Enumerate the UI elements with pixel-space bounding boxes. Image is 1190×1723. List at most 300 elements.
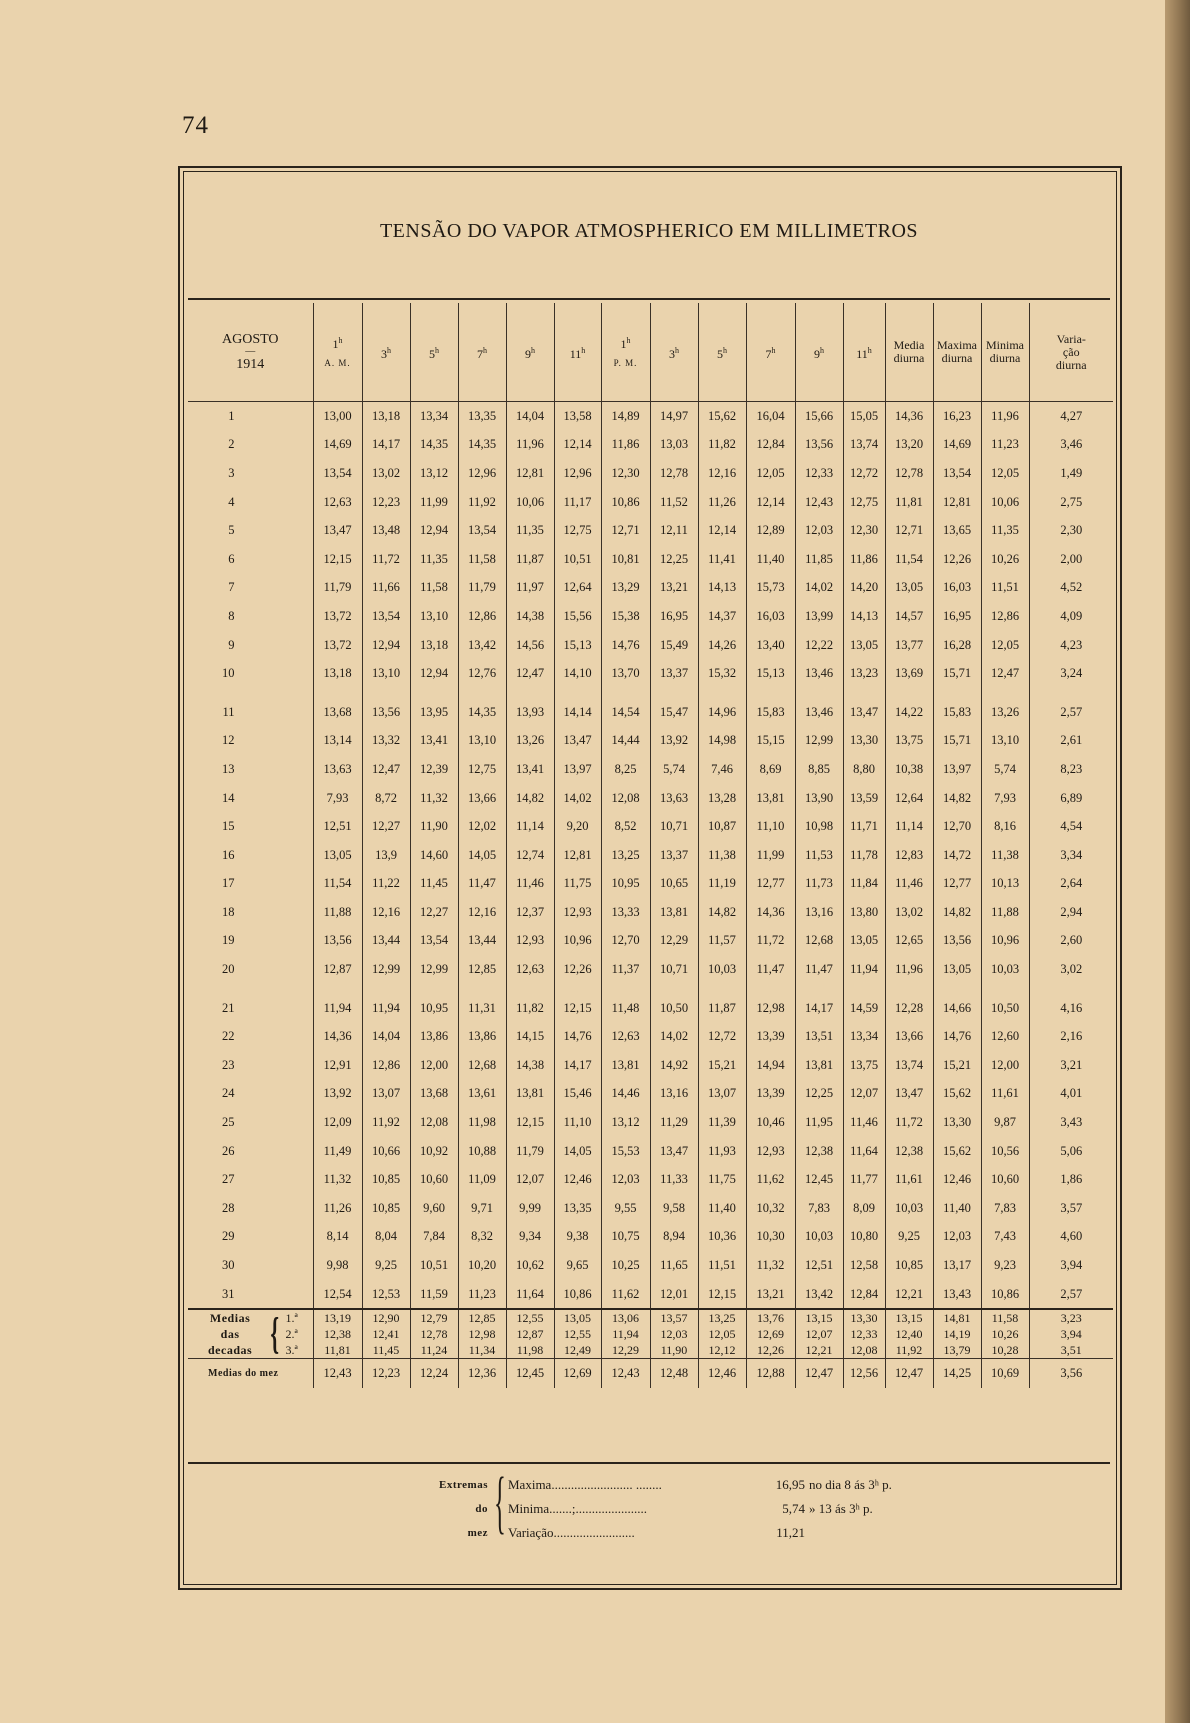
value-cell: 15,49: [650, 631, 698, 660]
value-cell: 15,13: [746, 659, 795, 688]
value-cell: 3,46: [1029, 431, 1113, 460]
decade-value: 11,94: [612, 1327, 639, 1342]
value-cell: 13,74: [843, 431, 885, 460]
value-cell: 13,92: [313, 1080, 362, 1109]
hour-sup: h: [723, 345, 727, 355]
spacer-cell: [843, 688, 885, 698]
value-cell: 13,18: [362, 402, 410, 431]
value-cell: 13,00: [313, 402, 362, 431]
spacer-cell: [506, 984, 554, 994]
extreme-when: no dia 8 ás 3ʰ p.: [809, 1477, 892, 1492]
value-cell: 11,99: [746, 841, 795, 870]
day-number: 11: [222, 704, 235, 719]
value-cell: 10,86: [601, 488, 650, 517]
day-number: 17: [222, 876, 235, 891]
value-cell: 2,64: [1029, 870, 1113, 899]
value-cell: 11,23: [458, 1280, 506, 1310]
value-cell: 12,85: [458, 955, 506, 984]
value-cell: 10,80: [843, 1223, 885, 1252]
value-cell: 9,25: [885, 1223, 933, 1252]
value-cell: 12,47: [362, 755, 410, 784]
decade-value: 12,78: [420, 1327, 448, 1342]
value-cell: 13,16: [650, 1080, 698, 1109]
extremes-brace: {: [494, 1464, 506, 1541]
value-cell: 11,54: [885, 545, 933, 574]
day-number: 3: [228, 465, 235, 480]
value-cell: 11,92: [362, 1108, 410, 1137]
value-cell: 13,56: [933, 927, 981, 956]
value-cell: 11,47: [746, 955, 795, 984]
value-cell: 12,03: [601, 1165, 650, 1194]
value-cell: 13,68: [410, 1080, 458, 1109]
spacer-cell: [885, 688, 933, 698]
value-cell: 12,22: [795, 631, 843, 660]
decade-means-label: [188, 1309, 313, 1359]
value-cell: 12,68: [458, 1051, 506, 1080]
value-cell: 12,25: [650, 545, 698, 574]
value-cell: 13,43: [933, 1280, 981, 1310]
value-cell: 11,38: [698, 841, 746, 870]
decade-values-cell: [362, 1309, 410, 1359]
value-cell: 12,75: [843, 488, 885, 517]
value-cell: 10,50: [650, 994, 698, 1023]
value-cell: 2,57: [1029, 698, 1113, 727]
value-cell: 14,94: [746, 1051, 795, 1080]
value-cell: 13,37: [650, 841, 698, 870]
day-row: [188, 698, 1113, 727]
value-cell: 13,03: [650, 431, 698, 460]
value-cell: 16,23: [933, 402, 981, 431]
value-cell: 12,39: [410, 755, 458, 784]
spacer-cell: [458, 688, 506, 698]
value-cell: 11,98: [458, 1108, 506, 1137]
value-cell: 12,99: [410, 955, 458, 984]
day-row: [188, 574, 1113, 603]
value-cell: 15,15: [746, 727, 795, 756]
value-cell: 11,71: [843, 812, 885, 841]
value-cell: 14,13: [698, 574, 746, 603]
value-cell: 12,05: [981, 631, 1029, 660]
value-cell: 10,86: [554, 1280, 601, 1310]
value-cell: 13,14: [313, 727, 362, 756]
day-number: 9: [228, 637, 235, 652]
decade-value: 12,85: [468, 1311, 496, 1326]
value-cell: 13,10: [410, 602, 458, 631]
decade-value: 12,98: [468, 1327, 496, 1342]
value-cell: 11,19: [698, 870, 746, 899]
extreme-value: 11,21: [776, 1525, 805, 1540]
value-cell: 13,93: [506, 698, 554, 727]
month-mean-value: 12,46: [698, 1359, 746, 1388]
value-cell: 13,95: [410, 698, 458, 727]
value-cell: 14,72: [933, 841, 981, 870]
day-row: [188, 1108, 1113, 1137]
value-cell: 13,30: [933, 1108, 981, 1137]
day-number: 4: [228, 494, 235, 509]
extremes-lines: [508, 1473, 1008, 1545]
value-cell: 11,87: [506, 545, 554, 574]
value-cell: 15,38: [601, 602, 650, 631]
hour-header: [843, 303, 885, 402]
value-cell: 12,25: [795, 1080, 843, 1109]
decade-value: 13,15: [805, 1311, 833, 1326]
decade-values-cell: [554, 1309, 601, 1359]
spacer-cell: [933, 984, 981, 994]
value-cell: 13,18: [313, 659, 362, 688]
day-number: 2: [228, 437, 235, 452]
value-cell: 11,51: [698, 1251, 746, 1280]
value-cell: 10,51: [554, 545, 601, 574]
decade-values-cell: [410, 1309, 458, 1359]
vapor-tension-table: [188, 303, 1113, 1388]
decade-values-cell: [746, 1309, 795, 1359]
value-cell: 4,01: [1029, 1080, 1113, 1109]
value-cell: 15,73: [746, 574, 795, 603]
value-cell: 7,46: [698, 755, 746, 784]
value-cell: 13,07: [698, 1080, 746, 1109]
value-cell: 2,00: [1029, 545, 1113, 574]
table-title: TENSÃO DO VAPOR ATMOSPHERICO EM MILLIMETROS: [379, 220, 919, 242]
decade-ordinal: 1.ª: [285, 1311, 298, 1326]
value-cell: 12,99: [795, 727, 843, 756]
value-cell: 8,25: [601, 755, 650, 784]
hour-label: 3: [669, 346, 675, 361]
hour-sup: h: [867, 345, 872, 355]
value-cell: 13,47: [313, 516, 362, 545]
value-cell: 12,16: [458, 898, 506, 927]
value-cell: 13,54: [362, 602, 410, 631]
day-row: [188, 631, 1113, 660]
value-cell: 11,35: [410, 545, 458, 574]
value-cell: 10,86: [981, 1280, 1029, 1310]
decade-value: 3,51: [1060, 1343, 1082, 1358]
decade-value: 3,94: [1060, 1327, 1082, 1342]
value-cell: 14,15: [506, 1022, 554, 1051]
value-cell: 13,81: [746, 784, 795, 813]
spacer-cell: [362, 984, 410, 994]
value-cell: 14,82: [933, 784, 981, 813]
decade-value: 12,40: [895, 1327, 923, 1342]
day-row: [188, 898, 1113, 927]
day-number: 10: [222, 666, 235, 681]
value-cell: 13,54: [458, 516, 506, 545]
value-cell: 11,88: [981, 898, 1029, 927]
value-cell: 10,60: [410, 1165, 458, 1194]
day-row: [188, 1080, 1113, 1109]
value-cell: 14,17: [795, 994, 843, 1023]
spacer-cell: [1029, 984, 1113, 994]
decade-ordinal: 3.ª: [285, 1343, 298, 1358]
value-cell: 11,64: [843, 1137, 885, 1166]
value-cell: 13,54: [933, 459, 981, 488]
value-cell: 13,75: [885, 727, 933, 756]
value-cell: 9,99: [506, 1194, 554, 1223]
decade-value: 11,92: [895, 1343, 923, 1358]
value-cell: 12,14: [698, 516, 746, 545]
value-cell: 11,32: [746, 1251, 795, 1280]
decade-value: 11,90: [660, 1343, 688, 1358]
decade-values-cell: [458, 1309, 506, 1359]
value-cell: 12,08: [410, 1108, 458, 1137]
value-cell: 12,33: [795, 459, 843, 488]
value-cell: 12,63: [506, 955, 554, 984]
spacer-cell: [698, 984, 746, 994]
value-cell: 7,93: [313, 784, 362, 813]
value-cell: 7,43: [981, 1223, 1029, 1252]
value-cell: 4,54: [1029, 812, 1113, 841]
value-cell: 12,27: [410, 898, 458, 927]
value-cell: 13,16: [795, 898, 843, 927]
stat-header-line: Media: [893, 338, 925, 352]
value-cell: 11,35: [981, 516, 1029, 545]
stat-header-line: diurna: [893, 351, 925, 365]
value-cell: 13,54: [410, 927, 458, 956]
value-cell: 12,02: [458, 812, 506, 841]
value-cell: 12,70: [933, 812, 981, 841]
value-cell: 8,80: [843, 755, 885, 784]
hour-label: 5: [429, 346, 435, 361]
value-cell: 15,71: [933, 659, 981, 688]
decade-values-cell: [1029, 1309, 1113, 1359]
value-cell: 9,58: [650, 1194, 698, 1223]
spacer-cell: [313, 688, 362, 698]
value-cell: 14,38: [506, 1051, 554, 1080]
value-cell: 13,46: [795, 659, 843, 688]
value-cell: 12,07: [506, 1165, 554, 1194]
value-cell: 14,10: [554, 659, 601, 688]
value-cell: 14,22: [885, 698, 933, 727]
decade-value: 10,26: [991, 1327, 1019, 1342]
value-cell: 14,13: [843, 602, 885, 631]
value-cell: 11,85: [795, 545, 843, 574]
day-number: 29: [222, 1229, 235, 1244]
value-cell: 11,57: [698, 927, 746, 956]
value-cell: 12,63: [601, 1022, 650, 1051]
value-cell: 13,26: [506, 727, 554, 756]
month-mean-value: 12,43: [313, 1359, 362, 1388]
hour-sup: h: [531, 345, 535, 355]
value-cell: 11,10: [746, 812, 795, 841]
extreme-value: 16,95: [775, 1477, 805, 1492]
value-cell: 12,00: [981, 1051, 1029, 1080]
value-cell: 14,97: [650, 402, 698, 431]
value-cell: 10,85: [885, 1251, 933, 1280]
value-cell: 9,98: [313, 1251, 362, 1280]
value-cell: 13,86: [410, 1022, 458, 1051]
extreme-minima: [508, 1497, 1008, 1521]
value-cell: 12,99: [362, 955, 410, 984]
value-cell: 12,93: [746, 1137, 795, 1166]
value-cell: 13,35: [554, 1194, 601, 1223]
hour-sup: h: [626, 336, 631, 345]
value-cell: 10,32: [746, 1194, 795, 1223]
day-number: 30: [222, 1258, 235, 1273]
hour-label: 5: [717, 346, 723, 361]
day-row: [188, 545, 1113, 574]
value-cell: 2,16: [1029, 1022, 1113, 1051]
value-cell: 12,89: [746, 516, 795, 545]
value-cell: 12,01: [650, 1280, 698, 1310]
value-cell: 11,96: [885, 955, 933, 984]
hour-label: 3: [381, 346, 387, 361]
decade-value: 12,12: [708, 1343, 736, 1358]
value-cell: 9,38: [554, 1223, 601, 1252]
value-cell: 12,87: [313, 955, 362, 984]
value-cell: 12,65: [885, 927, 933, 956]
value-cell: 11,47: [795, 955, 843, 984]
value-cell: 13,72: [313, 602, 362, 631]
value-cell: 14,02: [554, 784, 601, 813]
month-mean-value: 12,43: [601, 1359, 650, 1388]
value-cell: 11,78: [843, 841, 885, 870]
value-cell: 14,35: [458, 431, 506, 460]
decade-ordinals: [286, 1310, 298, 1358]
decade-brace: {: [270, 1309, 280, 1359]
spacer-cell: [506, 688, 554, 698]
day-number: 12: [222, 733, 235, 748]
value-cell: 13,42: [795, 1280, 843, 1310]
hour-sup: h: [387, 345, 391, 355]
value-cell: 12,07: [843, 1080, 885, 1109]
value-cell: 12,26: [554, 955, 601, 984]
value-cell: 11,61: [885, 1165, 933, 1194]
stat-header-line: ção: [1062, 344, 1080, 359]
value-cell: 13,05: [885, 574, 933, 603]
value-cell: 13,20: [885, 431, 933, 460]
value-cell: 11,79: [506, 1137, 554, 1166]
value-cell: 10,88: [458, 1137, 506, 1166]
decade-label-line: das: [220, 1327, 240, 1342]
value-cell: 7,83: [981, 1194, 1029, 1223]
value-cell: 13,54: [313, 459, 362, 488]
value-cell: 12,70: [601, 927, 650, 956]
value-cell: 14,69: [313, 431, 362, 460]
value-cell: 12,00: [410, 1051, 458, 1080]
value-cell: 2,94: [1029, 898, 1113, 927]
year-label: 1914: [236, 357, 265, 372]
value-cell: 13,47: [650, 1137, 698, 1166]
hour-header: [362, 303, 410, 402]
value-cell: 13,47: [885, 1080, 933, 1109]
value-cell: 11,31: [458, 994, 506, 1023]
value-cell: 13,63: [650, 784, 698, 813]
decade-values-cell: [601, 1309, 650, 1359]
value-cell: 11,90: [410, 812, 458, 841]
value-cell: 10,30: [746, 1223, 795, 1252]
value-cell: 11,79: [458, 574, 506, 603]
value-cell: 14,56: [506, 631, 554, 660]
stat-header-line: Maxima: [937, 338, 977, 352]
value-cell: 13,63: [313, 755, 362, 784]
value-cell: 4,23: [1029, 631, 1113, 660]
value-cell: 3,34: [1029, 841, 1113, 870]
value-cell: 7,93: [981, 784, 1029, 813]
value-cell: 11,35: [506, 516, 554, 545]
value-cell: 11,14: [506, 812, 554, 841]
decade-value: 11,81: [324, 1343, 351, 1358]
value-cell: 14,02: [650, 1022, 698, 1051]
value-cell: 8,72: [362, 784, 410, 813]
hour-label: 1: [332, 337, 339, 351]
value-cell: 15,66: [795, 402, 843, 431]
value-cell: 15,62: [698, 402, 746, 431]
decade-value: 12,26: [757, 1343, 784, 1358]
hour-header: [313, 303, 362, 402]
value-cell: 13,99: [795, 602, 843, 631]
value-cell: 11,61: [981, 1080, 1029, 1109]
value-cell: 11,23: [981, 431, 1029, 460]
month-mean-value: 3,56: [1029, 1359, 1113, 1388]
value-cell: 14,76: [554, 1022, 601, 1051]
decade-value: 13,79: [943, 1343, 971, 1358]
value-cell: 12,74: [506, 841, 554, 870]
value-cell: 14,36: [885, 402, 933, 431]
value-cell: 11,38: [981, 841, 1029, 870]
value-cell: 11,82: [506, 994, 554, 1023]
value-cell: 12,51: [795, 1251, 843, 1280]
value-cell: 12,72: [698, 1022, 746, 1051]
bottom-rule: [188, 1462, 1110, 1464]
value-cell: 12,11: [650, 516, 698, 545]
value-cell: 11,10: [554, 1108, 601, 1137]
value-cell: 10,71: [650, 955, 698, 984]
value-cell: 11,99: [410, 488, 458, 517]
value-cell: 12,46: [933, 1165, 981, 1194]
day-row: [188, 1194, 1113, 1223]
day-number: 18: [222, 904, 235, 919]
value-cell: 16,95: [650, 602, 698, 631]
day-number: 21: [222, 1000, 235, 1015]
spacer-cell: [746, 688, 795, 698]
hour-header: [554, 303, 601, 402]
value-cell: 13,07: [362, 1080, 410, 1109]
value-cell: 11,66: [362, 574, 410, 603]
value-cell: 10,98: [795, 812, 843, 841]
value-cell: 12,15: [554, 994, 601, 1023]
value-cell: 13,92: [650, 727, 698, 756]
value-cell: 11,58: [458, 545, 506, 574]
extreme-maxima: [508, 1473, 1008, 1497]
spacer-cell: [554, 984, 601, 994]
value-cell: 13,39: [746, 1022, 795, 1051]
value-cell: 14,57: [885, 602, 933, 631]
extreme-name: Variação.........................: [508, 1525, 635, 1540]
value-cell: 15,53: [601, 1137, 650, 1166]
value-cell: 10,03: [885, 1194, 933, 1223]
value-cell: 11,82: [698, 431, 746, 460]
value-cell: 13,02: [362, 459, 410, 488]
value-cell: 12,71: [885, 516, 933, 545]
value-cell: 12,91: [313, 1051, 362, 1080]
month-dash: —: [245, 346, 256, 357]
decade-label-words: [208, 1310, 252, 1358]
decade-value: 12,08: [850, 1343, 878, 1358]
spacer-cell: [795, 984, 843, 994]
value-cell: 11,86: [601, 431, 650, 460]
value-cell: 11,26: [313, 1194, 362, 1223]
value-cell: 12,16: [362, 898, 410, 927]
value-cell: 9,87: [981, 1108, 1029, 1137]
decade-value: 14,19: [943, 1327, 971, 1342]
value-cell: 12,93: [554, 898, 601, 927]
value-cell: 5,74: [981, 755, 1029, 784]
value-cell: 15,83: [746, 698, 795, 727]
header-row: [188, 303, 1113, 402]
value-cell: 13,56: [313, 927, 362, 956]
value-cell: 8,85: [795, 755, 843, 784]
value-cell: 13,51: [795, 1022, 843, 1051]
value-cell: 12,64: [885, 784, 933, 813]
